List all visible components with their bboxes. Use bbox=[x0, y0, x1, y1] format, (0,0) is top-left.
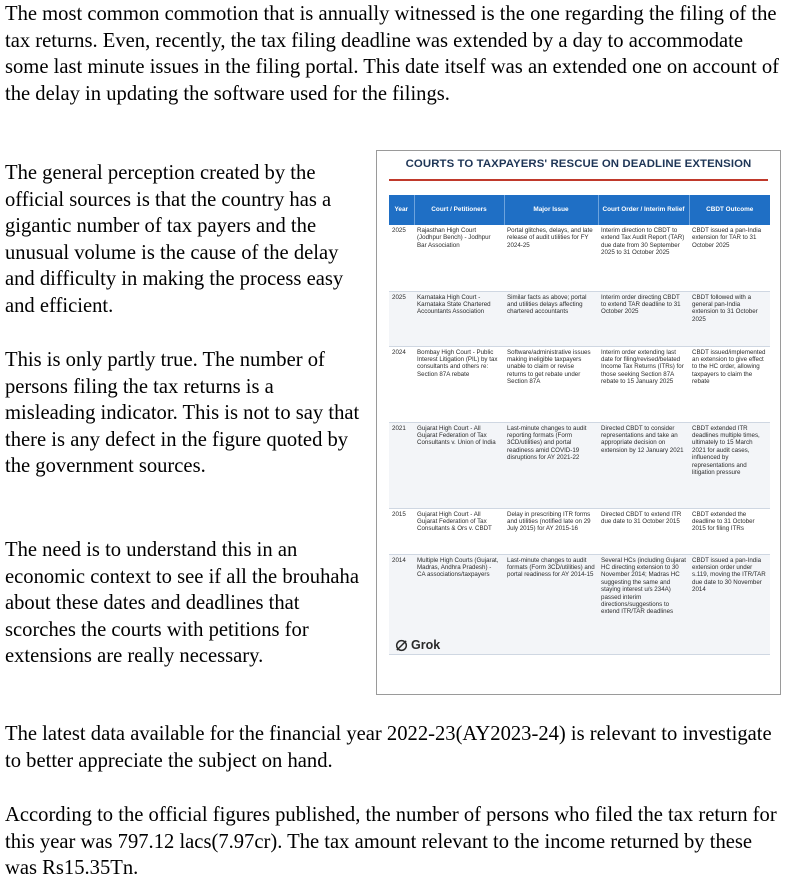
table-row bbox=[389, 554, 770, 654]
cell-court: Karnataka High Court - Karnataka State Chartered Accountants Association bbox=[414, 291, 504, 346]
cell-issue: Last-minute changes to audit reporting formats (Form 3CD/utilities) and portal readiness amid COVID-19 disruptions for AY 2021-22 bbox=[504, 422, 598, 508]
table-header-row bbox=[389, 195, 770, 225]
cell-year: 2015 bbox=[389, 508, 414, 554]
cell-outcome: CBDT issued a pan-India extension order under s.119, moving the ITR/TAR due date to 30 November 2014 bbox=[689, 554, 770, 654]
header-issue: Major Issue bbox=[504, 195, 598, 225]
cell-year: 2024 bbox=[389, 346, 414, 422]
table-row bbox=[389, 346, 770, 422]
table-row bbox=[389, 422, 770, 508]
figure-title: COURTS TO TAXPAYERS' RESCUE ON DEADLINE EXTENSION bbox=[405, 158, 752, 170]
table-row bbox=[389, 508, 770, 554]
cell-court: Bombay High Court - Public Interest Litigation (PIL) by tax consultants and others re: Section 87A rebate bbox=[414, 346, 504, 422]
cell-issue: Software/administrative issues making ineligible taxpayers unable to claim or revise returns to get rebate under Section 87A bbox=[504, 346, 598, 422]
official-figures-paragraph: According to the official figures published, the number of persons who filed the tax return for this year was 797.12 lacs(7.97cr). The tax amount relevant to the income returned by these was Rs15.35Tn. bbox=[5, 804, 777, 880]
header-outcome: CBDT Outcome bbox=[689, 195, 770, 225]
cell-outcome: CBDT followed with a general pan-India extension to 31 October 2025 bbox=[689, 291, 770, 346]
cell-order: Interim order directing CBDT to extend TAR deadline to 31 October 2025 bbox=[598, 291, 689, 346]
cell-court: Gujarat High Court - All Gujarat Federation of Tax Consultants v. Union of India bbox=[414, 422, 504, 508]
cell-order: Directed CBDT to consider representations and take an appropriate decision on extension by 12 January 2021 bbox=[598, 422, 689, 508]
header-court: Court / Petitioners bbox=[414, 195, 504, 225]
partly-true-paragraph: This is only partly true. The number of persons filing the tax returns is a misleading indicator. This is not to say that there is any defect in the figure quoted by the government sources. bbox=[5, 349, 360, 478]
cell-court: Gujarat High Court - All Gujarat Federation of Tax Consultants & Ors v. CBDT bbox=[414, 508, 504, 554]
cell-issue: Portal glitches, delays, and late release of audit utilities for FY 2024-25 bbox=[504, 225, 598, 291]
title-divider bbox=[389, 179, 768, 181]
court-cases-table bbox=[389, 195, 770, 655]
cell-issue: Last-minute changes to audit formats (Form 3CD/utilities) and portal readiness for AY 2014-15 bbox=[504, 554, 598, 654]
court-rescue-figure bbox=[376, 150, 781, 695]
cell-order: Interim order extending last date for filing/revised/belated Income Tax Returns (ITRs) for those seeking Section 87A rebate to 15 January 2025 bbox=[598, 346, 689, 422]
header-year: Year bbox=[389, 195, 414, 225]
cell-outcome: CBDT issued/implemented an extension to give effect to the HC order, allowing taxpayers to claim the rebate bbox=[689, 346, 770, 422]
header-order: Court Order / Interim Relief bbox=[598, 195, 689, 225]
cell-order: Interim direction to CBDT to extend Tax Audit Report (TAR) due date from 30 September 2025 to 31 October 2025 bbox=[598, 225, 689, 291]
cell-outcome: CBDT extended the deadline to 31 October 2015 for filing ITRs bbox=[689, 508, 770, 554]
latest-data-paragraph: The latest data available for the financial year 2022-23(AY2023-24) is relevant to investigate to better appreciate the subject on hand. bbox=[5, 723, 772, 772]
cell-issue: Delay in prescribing ITR forms and utilities (notified late on 29 July 2015) for AY 2015-16 bbox=[504, 508, 598, 554]
cell-year: 2014 bbox=[389, 554, 414, 654]
cell-outcome: CBDT issued a pan-India extension for TAR to 31 October 2025 bbox=[689, 225, 770, 291]
cell-year: 2021 bbox=[389, 422, 414, 508]
intro-paragraph: The most common commotion that is annually witnessed is the one regarding the filing of the tax returns. Even, recently, the tax filing deadline was extended by a day to accommodate some last minute issues in the filing portal. This date itself was an extended one on account of the delay in updating the software used for the filings. bbox=[5, 3, 779, 105]
cell-order: Several HCs (including Gujarat HC directing extension to 30 November 2014; Madras HC suggesting the same and staying interest u/s 234A) passed interim directions/suggestions to extend ITR/TAR deadlines bbox=[598, 554, 689, 654]
grok-watermark bbox=[395, 638, 440, 652]
cell-year: 2025 bbox=[389, 225, 414, 291]
economic-context-paragraph: The need is to understand this in an economic context to see if all the brouhaha about these dates and deadlines that scorches the courts with petitions for extensions are really necessary. bbox=[5, 539, 359, 668]
cell-year: 2025 bbox=[389, 291, 414, 346]
table-row bbox=[389, 225, 770, 291]
perception-paragraph: The general perception created by the official sources is that the country has a gigantic number of tax payers and the unusual volume is the cause of the delay and difficulty in making the process easy and efficient. bbox=[5, 162, 344, 317]
cell-order: Directed CBDT to extend ITR due date to 31 October 2015 bbox=[598, 508, 689, 554]
cell-issue: Similar facts as above; portal and utilities delays affecting chartered accountants bbox=[504, 291, 598, 346]
grok-logo-icon bbox=[395, 639, 408, 652]
table-row bbox=[389, 291, 770, 346]
grok-label: Grok bbox=[411, 638, 441, 652]
cell-court: Multiple High Courts (Gujarat, Madras, Andhra Pradesh) - CA associations/taxpayers bbox=[414, 554, 504, 654]
cell-outcome: CBDT extended ITR deadlines multiple times, ultimately to 15 March 2021 for audit cases, influenced by representations and litigation pressure bbox=[689, 422, 770, 508]
cell-court: Rajasthan High Court (Jodhpur Bench) - Jodhpur Bar Association bbox=[414, 225, 504, 291]
